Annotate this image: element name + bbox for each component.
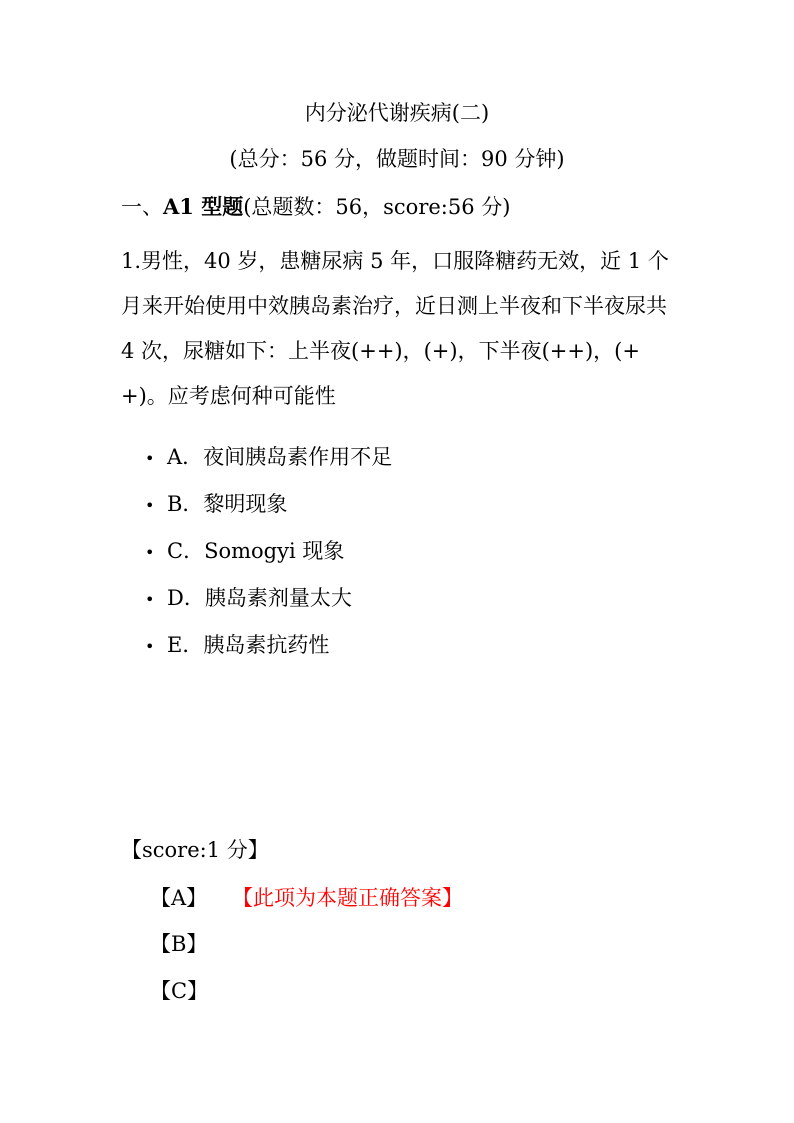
option-c	[145, 535, 392, 582]
option-label: E．胰岛素抗药性	[167, 633, 330, 657]
exam-title: 内分泌代谢疾病(二)	[304, 101, 490, 125]
option-e	[145, 629, 392, 676]
option-label: C．Somogyi 现象	[167, 539, 345, 563]
question-text: 1.男性，40 岁，患糖尿病 5 年，口服降糖药无效，近 1 个月来开始使用中效胰岛素治疗，近日测上半夜和下半夜尿共 4 次，尿糖如下：上半夜(++)，(+)，下半夜(++)，(++)。应考虑何种可能性	[121, 249, 669, 408]
answer-b: 【B】	[150, 932, 208, 956]
bullet-icon: •	[145, 449, 155, 468]
score-label: 【score:1 分】	[121, 838, 269, 862]
bullet-icon: •	[145, 590, 155, 609]
option-label: B．黎明现象	[167, 492, 288, 516]
answer-c: 【C】	[150, 979, 209, 1003]
option-a	[145, 441, 392, 488]
option-label: A．夜间胰岛素作用不足	[167, 445, 393, 469]
bullet-icon: •	[145, 543, 155, 562]
option-b	[145, 488, 392, 535]
section-heading	[121, 193, 510, 221]
answer-a: 【A】	[150, 886, 208, 910]
section-prefix: 一、	[121, 195, 163, 219]
option-label: D．胰岛素剂量太大	[167, 586, 352, 610]
section-name: A1 型题	[163, 194, 244, 219]
section-info: (总题数：56，score:56 分)	[243, 195, 511, 219]
correct-answer-note: 【此项为本题正确答案】	[232, 886, 463, 910]
exam-subtitle: (总分：56 分，做题时间：90 分钟)	[229, 147, 565, 171]
option-list	[145, 441, 392, 676]
bullet-icon: •	[145, 496, 155, 515]
option-d	[145, 582, 392, 629]
bullet-icon: •	[145, 637, 155, 656]
